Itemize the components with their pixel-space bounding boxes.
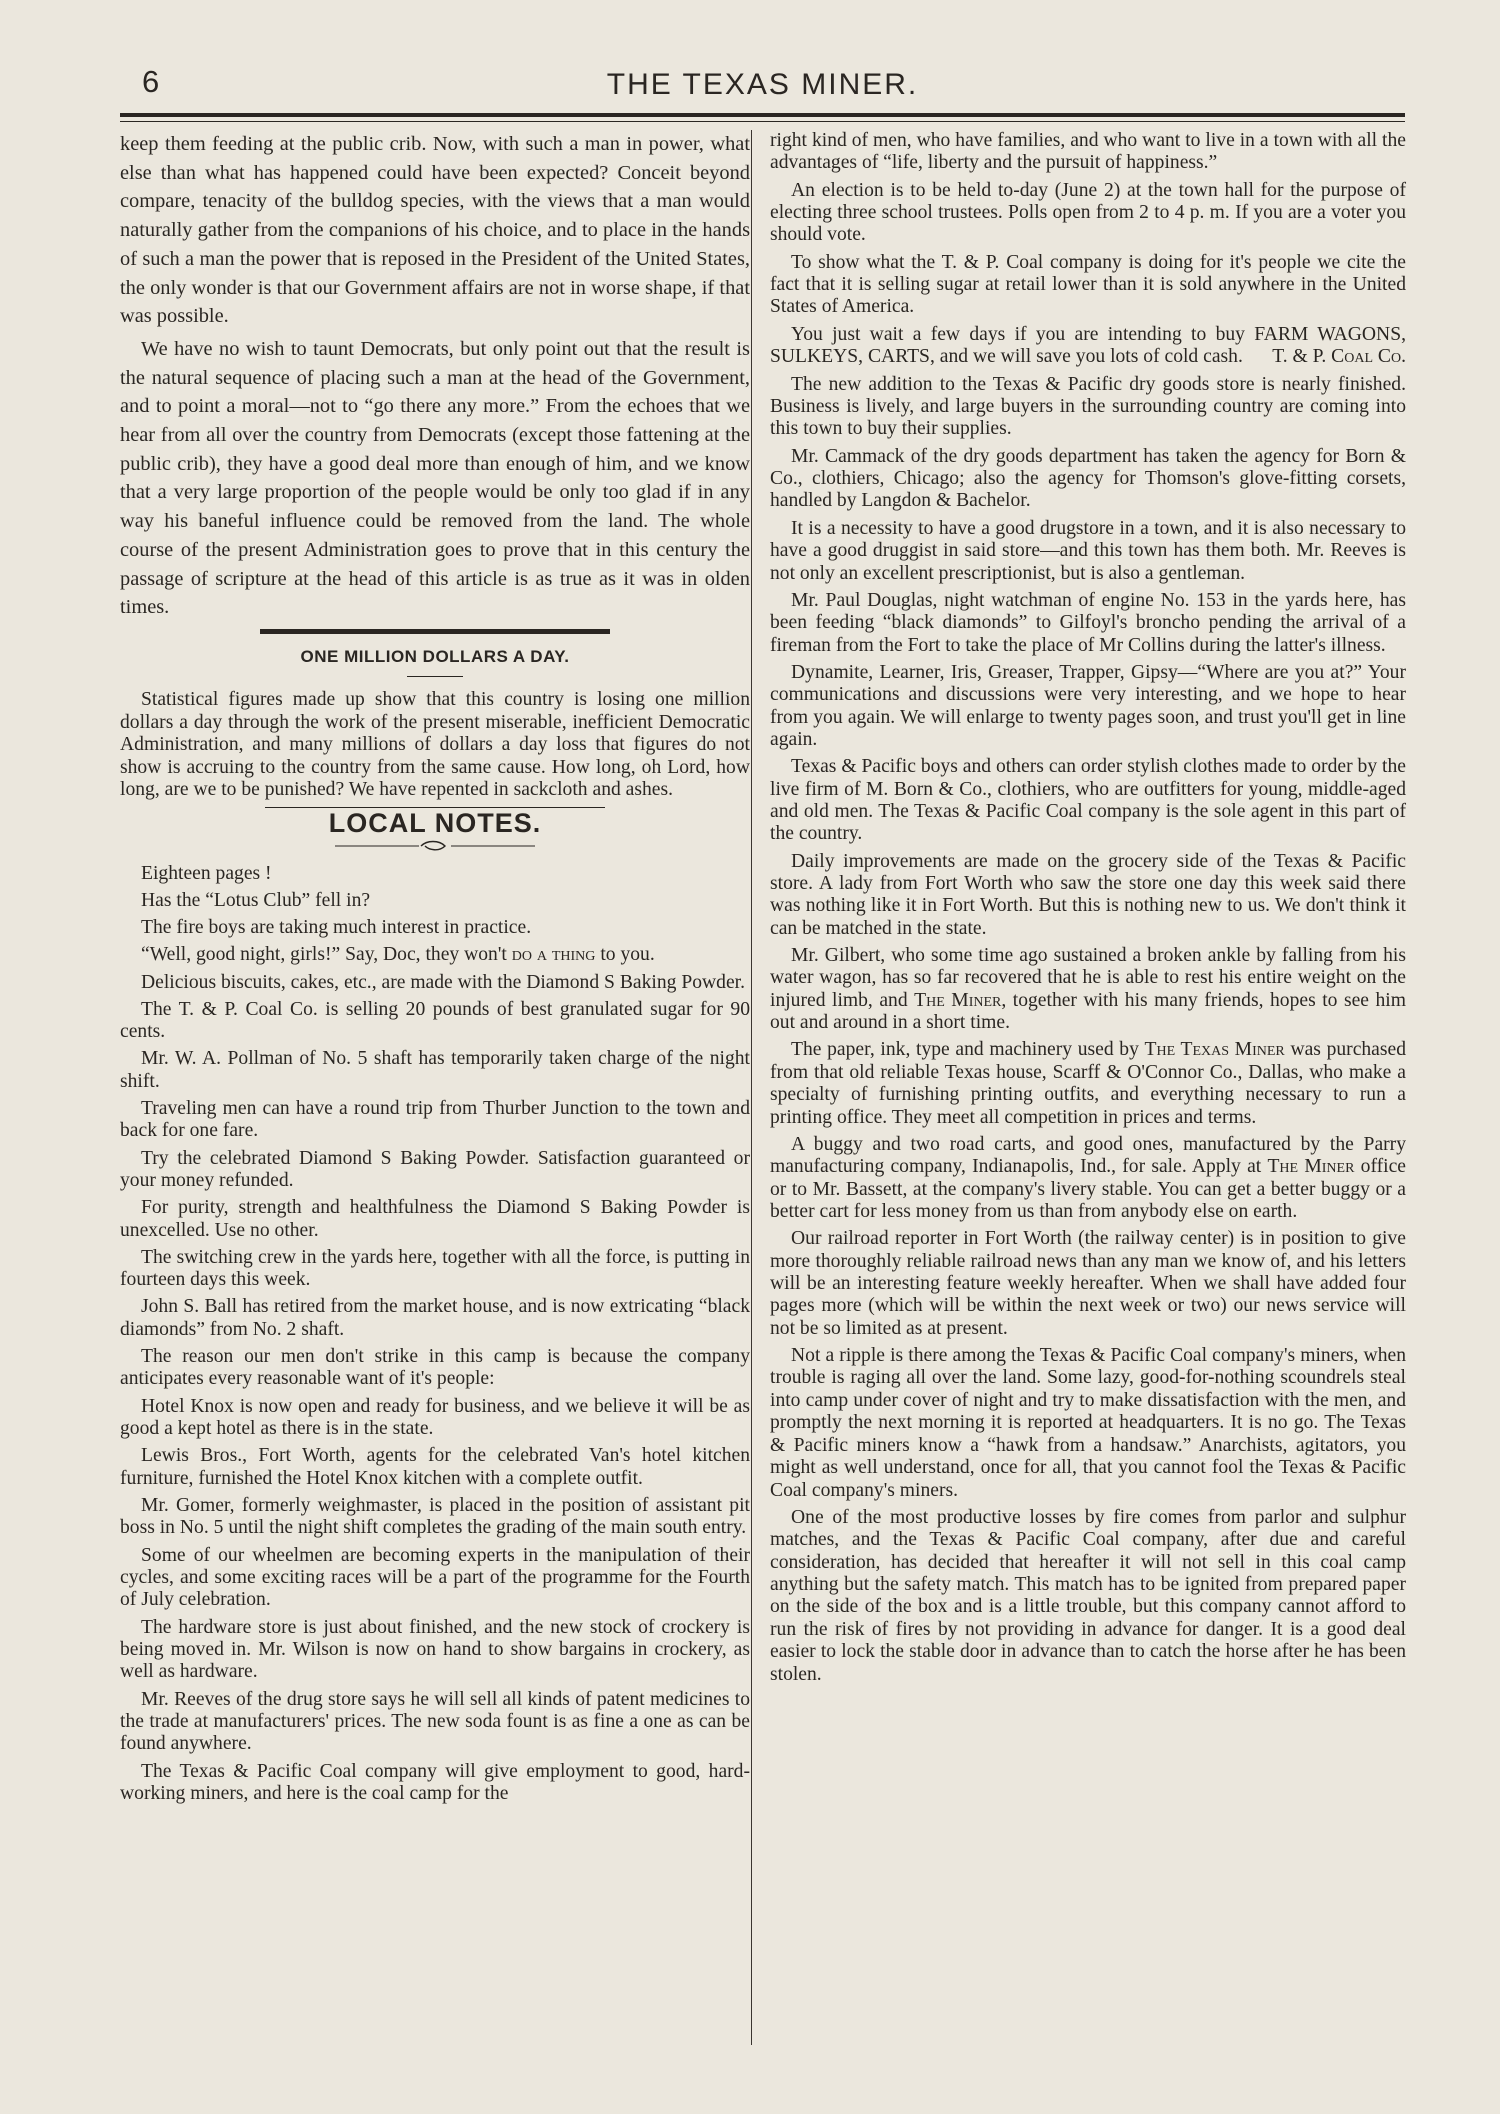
paragraph: One of the most productive losses by fire comes from parlor and sulphur matches, and the Texas & Pacific Coal company, after due and careful consideration, has decided that hereafter it will not sell in this coal camp anything but the safety match. This match has to be ignited from prepared paper on the side of the box and is a little trouble, but this company cannot afford to run the risk of fires by not providing in advance for danger. It is a good deal easier to lock the stable door in advance than to catch the horse after he has been stolen. [770,1506,1406,1685]
paragraph: keep them feeding at the public crib. Now, with such a man in power, what else than what has happened could have been expected? Conceit beyond compare, tenacity of the bulldog species, with the views that a man would naturally gather from the companions of his choice, and to place in the hands of such a man the power that is reposed in the President of the United States, the only wonder is that our Government affairs are not in worse shape, if that was possible. [120,133,750,328]
para-text: was purchased from that old reliable Texas house, Scarff & O'Connor Co., Dallas, who make a specialty of furnishing printing outfits, and everything necessary to run a printing office. They meet all competition in prices and terms. [770,1039,1406,1128]
paragraph: To show what the T. & P. Coal company is doing for it's people we cite the fact that it is selling sugar at retail lower than it is sold anywhere in the United States of America. [770,251,1406,318]
note: Try the celebrated Diamond S Baking Powder. Satisfaction guaranteed or your money refunded. [120,1147,750,1192]
note: The switching crew in the yards here, together with all the force, is putting in fourteen days this week. [120,1246,750,1291]
note-text: to you. [600,944,655,966]
note: Mr. W. A. Pollman of No. 5 shaft has temporarily taken charge of the night shift. [120,1048,750,1092]
para-text: office or to Mr. Bassett, at the company's livery stable. You can get a better buggy or a better cart for less money from us than from anybody else on earth. [770,1156,1406,1223]
note: Delicious biscuits, cakes, etc., are made with the Diamond S Baking Powder. [141,971,746,993]
para-smallcaps: The Texas Miner [1144,1039,1285,1061]
paragraph: Not a ripple is there among the Texas & Pacific Coal company's miners, when trouble is raging all over the land. Some lazy, good-for-nothing scoundrels steal into camp under cover of night and try to make dissatisfaction with the men, and promptly the next morning it is reported at headquarters. It is no go. The Texas & Pacific miners know a “hawk from a handsaw.” Anarchists, agitators, you might as well understand, once for all, that you cannot fool the Texas & Pacific Coal company's miners. [770,1345,1406,1501]
editorial-continued [120,130,750,622]
paragraph: Our railroad reporter in Fort Worth (the railway center) is in position to give more thoroughly reliable railroad news than any man we know of, and his letters will be an interesting feature weekly hereafter. When we shall have added four pages more (which will be within the next week or two) our news service will not be so limited as at present. [770,1228,1406,1339]
para-smallcaps: The Miner [914,989,1002,1011]
note: Mr. Gomer, formerly weighmaster, is placed in the position of assistant pit boss in No. 5 until the night shift completes the grading of the main south entry. [120,1494,750,1539]
paragraph: Texas & Pacific boys and others can order stylish clothes made to order by the live firm of M. Born & Co., clothiers, who are outfitters for young, middle-aged and old men. The Texas & Pacific Coal company is the sole agent in this part of the country. [770,756,1406,845]
paragraph: An election is to be held to-day (June 2) at the town hall for the purpose of electing three school trustees. Polls open from 2 to 4 p. m. If you are a voter you should vote. [770,179,1406,246]
note-text: “Well, good night, girls!” Say, Doc, they won't [141,944,507,966]
article-separator [260,629,610,634]
para-text: A buggy and two road carts, and good ones, manufactured by the Parry manufacturing company, Indianapolis, Ind., for sale. Apply at [770,1133,1406,1178]
note: For purity, strength and healthfulness the Diamond S Baking Powder is unexcelled. Use no other. [120,1197,750,1241]
note: Hotel Knox is now open and ready for business, and we believe it will be as good a kept hotel as there is in the state. [120,1395,750,1440]
note: Traveling men can have a round trip from Thurber Junction to the town and back for one fare. [120,1098,750,1142]
note: Some of our wheelmen are becoming experts in the manipulation of their cycles, and some exciting races will be a part of the programme for the Fourth of July celebration. [120,1544,750,1611]
ornament-flourish [120,837,750,851]
masthead-rule-thin [120,121,1405,122]
note: Has the “Lotus Club” fell in? [141,890,371,911]
paragraph: right kind of men, who have families, and who want to live in a town with all the advantages of “life, liberty and the pursuit of happiness.” [770,130,1406,174]
right-column [770,130,1406,1691]
paragraph: Mr. Cammack of the dry goods department has taken the agency for Born & Co., clothiers, Chicago; also the agency for Thomson's glove-fitting corsets, handled by Langdon & Bachelor. [770,445,1406,512]
para-text: The paper, ink, type and machinery used by [791,1039,1139,1061]
note: Lewis Bros., Fort Worth, agents for the celebrated Van's hotel kitchen furniture, furnished the Hotel Knox kitchen with a complete outfit. [120,1445,750,1489]
left-column [120,130,750,1810]
note: The fire boys are taking much interest in practice. [141,917,532,939]
note: The Texas & Pacific Coal company will give employment to good, hard-working miners, and here is the coal camp for the [120,1760,750,1804]
article-heading: ONE MILLION DOLLARS A DAY. [300,646,570,666]
paragraph [770,1039,1406,1129]
note: Mr. Reeves of the drug store says he will sell all kinds of patent medicines to the trade at manufacturers' prices. The new soda fount is as fine a one as can be found anywhere. [120,1688,750,1755]
paragraph: The new addition to the Texas & Pacific dry goods store is nearly finished. Business is lively, and large buyers in the surrounding country are coming into this town to buy their supplies. [770,373,1406,440]
heading-underline [407,676,463,677]
masthead-rule [120,113,1405,117]
note: The hardware store is just about finished, and the new stock of crockery is being moved in. Mr. Wilson is now on hand to show bargains in crockery, as well as hardware. [120,1616,750,1683]
page-number: 6 [142,64,160,99]
paragraph [770,1134,1406,1224]
paragraph: Dynamite, Learner, Iris, Greaser, Trapper, Gipsy—“Where are you at?” Your communications and discussions were very interesting, and we hope to hear from you again. We will enlarge to twenty pages soon, and trust you'll get in line again. [770,661,1406,750]
column-divider [751,130,752,2045]
note [120,944,750,966]
paragraph: It is a necessity to have a good drugstore in a town, and it is also necessary to have a good druggist in said store—and this town has them both. Mr. Reeves is not only an excellent prescriptionist, but is also a gentleman. [770,517,1406,584]
newspaper-title: THE TEXAS MINER. [606,68,919,101]
masthead [120,60,1405,120]
ad-text: You just wait a few days if you are intending to buy FARM WAGONS, SULKEYS, CARTS, and we will save you lots of cold cash. [770,323,1406,368]
para-text: , together with his many friends, hopes to see him out and around in a short time. [770,989,1406,1034]
article-body: Statistical figures made up show that this country is losing one million dollars a day through the work of the present miserable, inefficient Democratic Administration, and many millions of dollars a day loss that figures do not show is accruing to the country from the same cause. How long, oh Lord, how long, are we to be punished? We have repented in sackcloth and ashes. [120,689,750,800]
local-notes [120,863,750,1806]
paragraph: We have no wish to taunt Democrats, but only point out that the result is the natural sequence of placing such a man at the head of the Government, and to point a moral—not to “go there any more.” From the echoes that we hear from all over the country from Democrats (except those fattening at the public crib), they have a good deal more than enough of him, and we know that a very large proportion of the people would be only too glad if in any way his baneful influence could be removed from the land. The whole course of the present Administration goes to prove that in this century the passage of scripture at the head of this article is as true as it was in olden times. [120,337,750,619]
paragraph [770,945,1406,1035]
ad-signoff-text: T. & P. Coal Co. [1272,346,1406,368]
note: The T. & P. Coal Co. is selling 20 pounds of best granulated sugar for 90 cents. [120,998,750,1043]
para-text: Mr. Gilbert, who some time ago sustained a broken ankle by falling from his water wagon, has so far recovered that he is able to rest his entire weight on the injured limb, and [770,944,1406,1011]
note: Eighteen pages ! [141,862,272,884]
paragraph: Mr. Paul Douglas, night watchman of engine No. 153 in the yards here, has been feeding “black diamonds” to Gilfoyl's broncho pending the arrival of a fireman from the Fort to take the place of Mr Collins during the latter's illness. [770,589,1406,656]
paragraph: Daily improvements are made on the grocery side of the Texas & Pacific store. A lady from Fort Worth who saw the store one day this week said there was nothing like it in Fort Worth. But this is nothing new to us. We don't think it can be matched in the state. [770,850,1406,939]
note: John S. Ball has retired from the market house, and is now extricating “black diamonds” from No. 2 shaft. [120,1296,750,1340]
para-smallcaps: The Miner [1267,1156,1355,1178]
section-heading: LOCAL NOTES. [328,808,542,839]
note-smallcaps: do a thing [511,944,596,966]
note: The reason our men don't strike in this camp is because the company anticipates every reasonable want of it's people: [120,1346,750,1390]
